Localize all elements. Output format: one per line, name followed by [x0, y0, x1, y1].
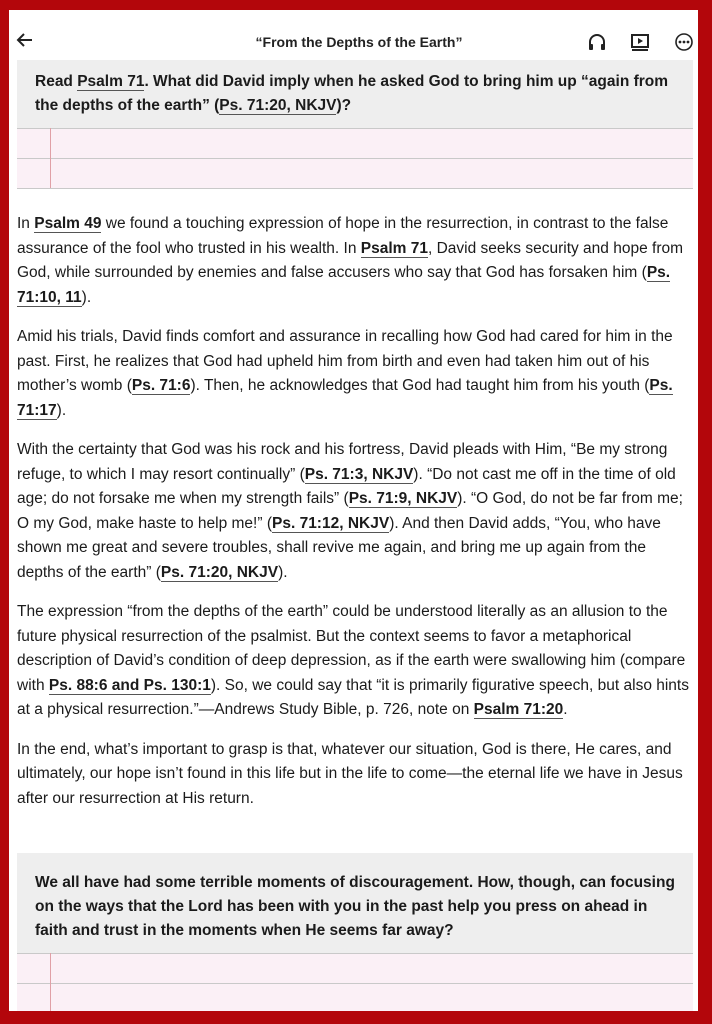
paragraph-3: With the certainty that God was his rock and his fortress, David pleads with Him, “Be my strong refuge, to which I may resort continually” (Ps. 71:3, NKJV). “Do not cast me off in the time of old age; do not forsake me when my strength fails” (Ps. 71:9, NKJV). “O God, do not be far from me; O my God, make haste to help me!” (Ps. 71:12, NKJV). And then David adds, “You, who have shown me great and severe troubles, shall revive me again, and bring me up again from the depths of the earth” (Ps. 71:20, NKJV).: [17, 441, 683, 581]
page-title: “From the Depths of the Earth”: [255, 34, 463, 50]
scripture-link[interactable]: Ps. 71:9, NKJV: [348, 490, 458, 507]
notes-area-1[interactable]: [17, 128, 693, 188]
scripture-link[interactable]: Psalm 71: [360, 239, 428, 257]
headphones-icon: [587, 32, 607, 52]
more-button[interactable]: [674, 32, 694, 52]
scripture-link[interactable]: Ps. 71:17: [17, 377, 673, 419]
scripture-link[interactable]: Psalm 71:20: [473, 701, 564, 718]
scripture-link[interactable]: Ps. 71:20, NKJV: [219, 97, 337, 114]
question-text-2: We all have had some terrible moments of discouragement. How, though, can focusing on the ways that the Lord has been with you in the past help you press on ahead in faith and trust in the moments when He seems far away?: [35, 874, 675, 939]
arrow-left-icon: [15, 30, 35, 50]
paragraph-1: In Psalm 49 we found a touching expression of hope in the resurrection, in contrast to the false assurance of the fool who trusted in his wealth. In Psalm 71, David seeks security and hope from God, while surrounded by enemies and false accusers who say that God has forsaken him (Ps. 71:10, 11).: [17, 215, 684, 306]
audio-button[interactable]: [587, 32, 607, 52]
paragraph-5: In the end, what’s important to grasp is that, whatever our situation, God is there, He cares, and ultimately, our hope isn’t found in this life but in the life to come—the eternal life we have in Jesus after our resurrection at His return.: [17, 740, 683, 807]
scripture-link[interactable]: Psalm 71: [77, 73, 145, 90]
question-box-2: [17, 853, 693, 1011]
video-icon: [630, 32, 650, 52]
notes-area-2[interactable]: [17, 953, 693, 1011]
lesson-body: [17, 212, 695, 826]
question-text-1: Read Psalm 71. What did David imply when he asked God to bring him up “again from the depths of the earth” (Ps. 71:20, NKJV)?: [35, 73, 669, 114]
app-frame: [9, 10, 698, 1011]
scripture-link[interactable]: Ps. 71:10, 11: [17, 264, 671, 306]
scripture-link[interactable]: Ps. 71:12, NKJV: [272, 514, 390, 532]
back-button[interactable]: [15, 30, 35, 50]
scripture-link[interactable]: Ps. 71:3, NKJV: [304, 465, 414, 483]
video-button[interactable]: [630, 32, 650, 52]
scripture-link[interactable]: Ps. 88:6 and Ps. 130:1: [48, 676, 211, 694]
paragraph-2: Amid his trials, David finds comfort and assurance in recalling how God had cared for him in the past. First, he realizes that God had upheld him from birth and even had taken him out of his mother’s womb (Ps. 71:6). Then, he acknowledges that God had taught him from his youth (Ps. 71:17).: [17, 328, 673, 419]
scripture-link[interactable]: Psalm 49: [34, 215, 102, 232]
scripture-link[interactable]: Ps. 71:20, NKJV: [160, 563, 279, 581]
question-box-1: [17, 60, 693, 189]
scripture-link[interactable]: Ps. 71:6: [131, 377, 191, 394]
paragraph-4: The expression “from the depths of the earth” could be understood literally as an allusion to the future physical resurrection of the psalmist. But the context seems to favor a metaphorical description of David’s condition of deep depression, as if the earth were swallowing him (compare with Ps. 88:6 and Ps. 130:1). So, we could say that “it is primarily figurative speech, but also hints at a physical resurrection.”—Andrews Study Bible, p. 726, note on Psalm 71:20.: [17, 603, 689, 718]
more-icon: [674, 32, 694, 52]
